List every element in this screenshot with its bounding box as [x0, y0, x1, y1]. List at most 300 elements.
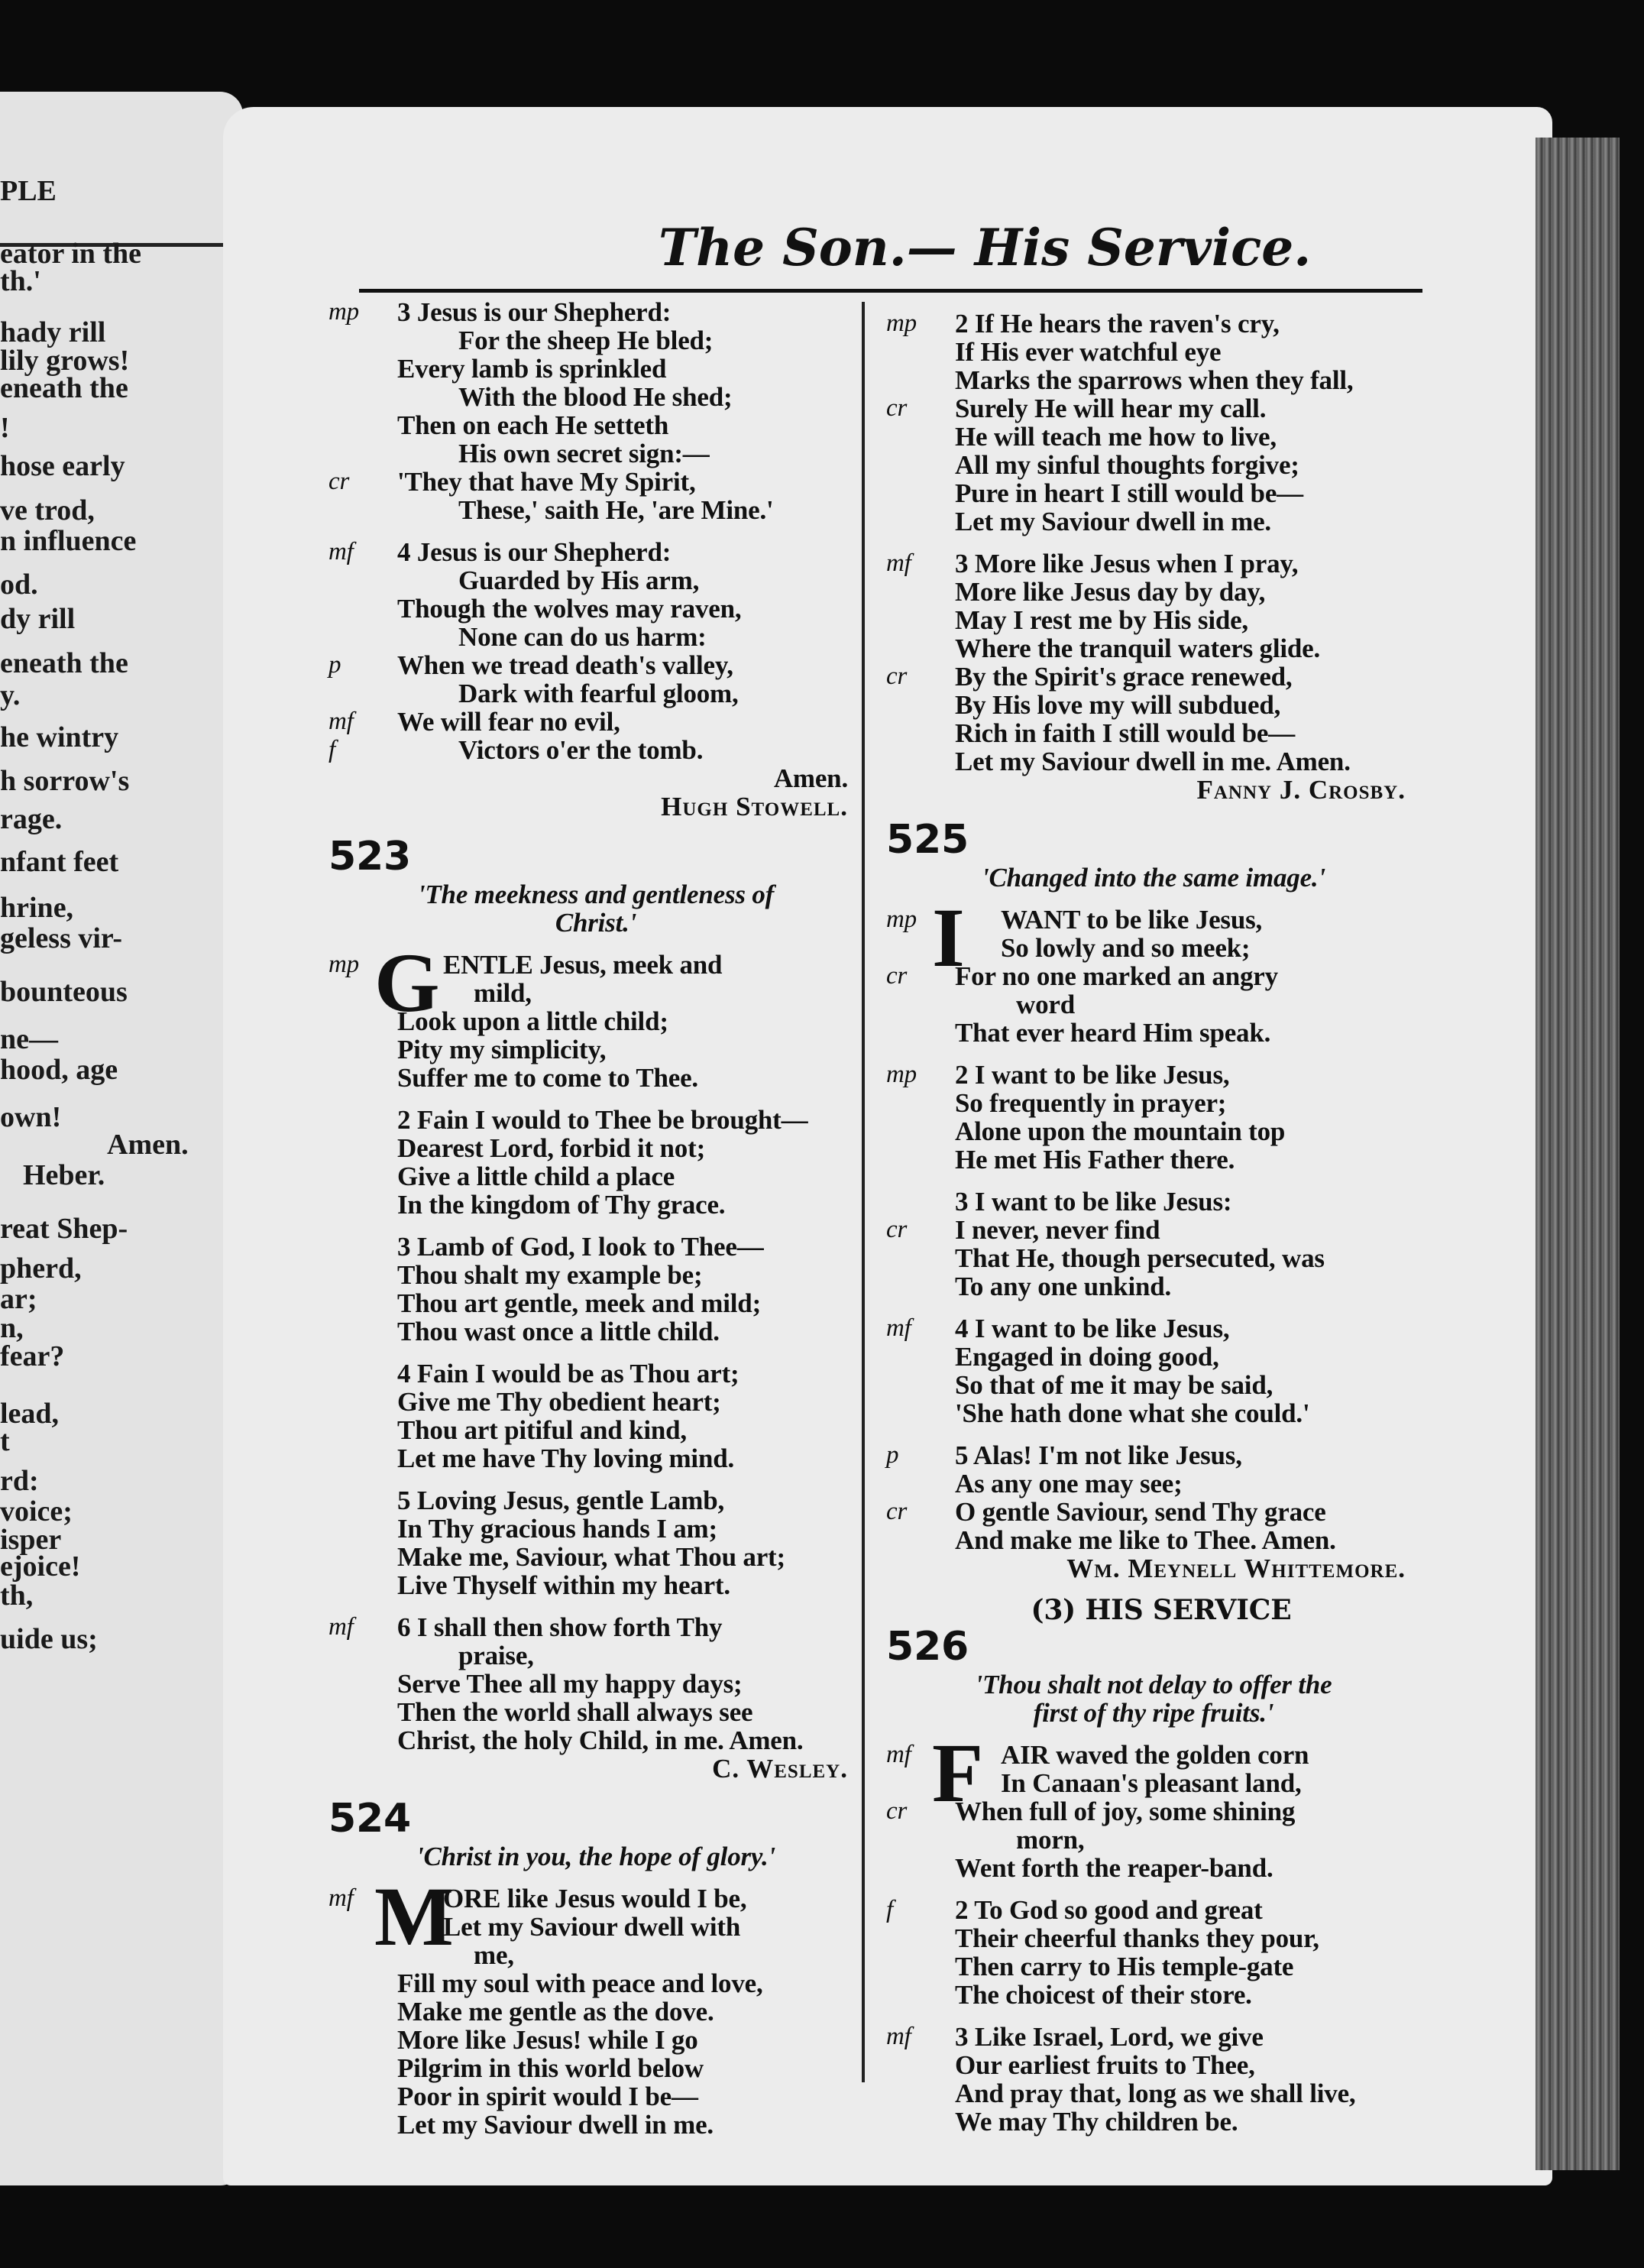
fragment-line: th, — [0, 1580, 34, 1612]
dynamic-mark: p — [886, 1441, 899, 1469]
stanza-gap — [328, 1783, 879, 1797]
verse-line — [328, 1969, 879, 1997]
line-text: When we tread death's valley, — [397, 650, 733, 680]
fragment-line: eneath the — [0, 372, 128, 404]
verse-line — [328, 708, 879, 736]
line-text: ORE like Jesus would I be, — [443, 1884, 747, 1913]
verse-line — [886, 1343, 1436, 1371]
verse-line — [328, 1613, 879, 1641]
verse-line — [886, 1896, 1436, 1924]
line-text: 4 I want to be like Jesus, — [955, 1314, 1230, 1343]
line-text: We will fear no evil, — [397, 707, 620, 737]
line-text: Our earliest fruits to Thee, — [955, 2050, 1255, 2080]
verse-line — [886, 1117, 1436, 1145]
fragment-line: eator in the — [0, 238, 142, 270]
fragment-line: dy rill — [0, 603, 76, 635]
hymn-motto: first of thy ripe fruits.' — [1033, 1698, 1274, 1728]
hymn-author: Wm. Meynell Whittemore. — [1066, 1554, 1406, 1583]
fragment-line: hrine, — [0, 892, 74, 924]
verse-line — [886, 2079, 1436, 2108]
line-text: His own secret sign:— — [458, 439, 710, 468]
hymn-author: C. Wesley. — [712, 1754, 848, 1784]
fragment-line: th.' — [0, 265, 41, 297]
right-column — [886, 309, 1436, 2136]
line-text: The choicest of their store. — [955, 1980, 1252, 2010]
verse-line — [328, 1486, 879, 1515]
dynamic-mark: mf — [328, 1884, 354, 1912]
fragment-line: hady rill — [0, 316, 106, 348]
page-edges — [1536, 138, 1620, 2170]
amen: Amen. — [773, 763, 848, 793]
line-text: And pray that, long as we shall live, — [955, 2078, 1356, 2108]
verse-line — [886, 2051, 1436, 2079]
line-text: mild, — [474, 978, 532, 1008]
line-text: More like Jesus! while I go — [397, 2025, 698, 2055]
stanza-gap — [328, 1219, 879, 1233]
verse-line — [886, 549, 1436, 578]
drop-cap: M — [374, 1870, 454, 1963]
verse-line — [328, 736, 879, 764]
line-text: More like Jesus day by day, — [955, 577, 1266, 607]
line-text: Thou art pitiful and kind, — [397, 1415, 687, 1445]
fragment-line: he wintry — [0, 721, 119, 753]
hymn-number: 523 — [328, 834, 411, 880]
dynamic-mark: cr — [886, 962, 908, 990]
line-text: Give a little child a place — [397, 1162, 675, 1191]
verse-line — [328, 1134, 879, 1162]
line-text: If His ever watchful eye — [955, 337, 1222, 367]
dynamic-mark: mp — [886, 906, 917, 933]
line-text: 5 Loving Jesus, gentle Lamb, — [397, 1486, 725, 1515]
dynamic-mark: cr — [886, 663, 908, 690]
verse-line — [886, 634, 1436, 663]
verse-line — [886, 1469, 1436, 1498]
line-text: Fill my soul with peace and love, — [397, 1968, 763, 1998]
verse-line — [886, 691, 1436, 719]
verse-line — [886, 962, 1436, 990]
fragment-line: own! — [0, 1101, 62, 1133]
verse-line — [886, 423, 1436, 451]
line-text: In Canaan's pleasant land, — [1001, 1768, 1302, 1798]
line-text: 4 Fain I would be as Thou art; — [397, 1359, 739, 1388]
dynamic-mark: mf — [328, 538, 354, 565]
line-text: word — [1016, 990, 1075, 1019]
line-text: Then the world shall always see — [397, 1697, 753, 1727]
line-text: He met His Father there. — [955, 1145, 1235, 1174]
verse-line — [328, 1359, 879, 1388]
stanza-gap — [886, 1047, 1436, 1061]
line-text: 2 To God so good and great — [955, 1895, 1263, 1925]
line-text: Christ, the holy Child, in me. Amen. — [397, 1725, 804, 1755]
line-text: 3 I want to be like Jesus: — [955, 1187, 1232, 1217]
stanza-gap — [886, 1427, 1436, 1441]
line-text: Every lamb is sprinkled — [397, 354, 667, 384]
fragment-line: fear? — [0, 1340, 65, 1372]
line-text: AIR waved the golden corn — [1001, 1740, 1309, 1770]
verse-line — [328, 1191, 879, 1219]
fragment-line: pherd, — [0, 1252, 82, 1285]
line-text: As any one may see; — [955, 1469, 1183, 1498]
line-text: That ever heard Him speak. — [955, 1018, 1271, 1048]
verse-line — [886, 1187, 1436, 1216]
verse-line — [328, 2054, 879, 2082]
verse-line — [886, 1441, 1436, 1469]
verse-line — [328, 679, 879, 708]
line-text: O gentle Saviour, send Thy grace — [955, 1497, 1326, 1527]
stanza-gap — [886, 804, 1436, 818]
verse-line — [328, 1261, 879, 1289]
verse-line — [886, 1272, 1436, 1301]
fragment-line: rd: — [0, 1465, 39, 1497]
line-text: These,' saith He, 'are Mine.' — [458, 495, 774, 525]
fragment-line: lead, — [0, 1398, 60, 1430]
verse-line — [328, 298, 879, 326]
line-text: Where the tranquil waters glide. — [955, 633, 1321, 663]
verse-line — [328, 468, 879, 496]
dynamic-mark: mp — [886, 309, 917, 337]
drop-cap: F — [932, 1726, 983, 1819]
verse-line — [886, 663, 1436, 691]
hymn-author: Hugh Stowell. — [661, 792, 848, 821]
line-text: Pure in heart I still would be— — [955, 478, 1303, 508]
line-text: I never, never find — [955, 1215, 1160, 1245]
line-text: 3 Like Israel, Lord, we give — [955, 2022, 1264, 2052]
line-text: 'They that have My Spirit, — [397, 467, 696, 497]
line-text: Let my Saviour dwell in me. — [397, 2110, 714, 2140]
verse-line — [328, 1289, 879, 1317]
fragment-line: hose early — [0, 450, 125, 482]
fragment-line: eneath the — [0, 647, 128, 679]
line-text: 2 I want to be like Jesus, — [955, 1060, 1230, 1090]
verse-line — [886, 309, 1436, 338]
hymn-motto: 'Christ in you, the hope of glory.' — [416, 1842, 776, 1871]
fragment-line: ejoice! — [0, 1550, 81, 1583]
line-text: In the kingdom of Thy grace. — [397, 1190, 726, 1220]
line-text: Let my Saviour dwell in me. — [955, 507, 1271, 536]
dynamic-mark: p — [328, 651, 341, 679]
fragment-line: t — [0, 1425, 10, 1457]
line-text: Then carry to His temple-gate — [955, 1952, 1294, 1981]
verse-line — [328, 496, 879, 524]
fragment-line: Amen. — [107, 1129, 189, 1161]
line-text: Though the wolves may raven, — [397, 594, 742, 624]
fragment-line: y. — [0, 679, 21, 711]
stanza-gap — [886, 1301, 1436, 1314]
line-text: May I rest me by His side, — [955, 605, 1248, 635]
dynamic-mark: cr — [886, 1498, 908, 1525]
fragment-line: h sorrow's — [0, 765, 130, 797]
dynamic-mark: cr — [886, 1797, 908, 1825]
dynamic-mark: mp — [886, 1061, 917, 1088]
line-text: 4 Jesus is our Shepherd: — [397, 537, 672, 567]
line-text: He will teach me how to live, — [955, 422, 1277, 452]
verse-line — [328, 595, 879, 623]
fragment-line: ar; — [0, 1283, 37, 1315]
line-text: By the Spirit's grace renewed, — [955, 662, 1293, 692]
fragment-line: nfant feet — [0, 846, 119, 878]
verse-line — [328, 1388, 879, 1416]
line-text: By His love my will subdued, — [955, 690, 1281, 720]
verse-line — [886, 1498, 1436, 1526]
verse-line — [886, 1244, 1436, 1272]
line-text: Pilgrim in this world below — [397, 2053, 704, 2083]
verse-line — [886, 1526, 1436, 1554]
line-text: Alone upon the mountain top — [955, 1116, 1286, 1146]
verse-line — [328, 1444, 879, 1473]
stanza-gap — [886, 1882, 1436, 1896]
line-text: Let my Saviour dwell with — [443, 1912, 741, 1942]
dynamic-mark: mf — [886, 2023, 911, 2050]
verse-line — [328, 1641, 879, 1670]
verse-line — [886, 1019, 1436, 1047]
verse-line — [886, 1399, 1436, 1427]
verse-line — [328, 2111, 879, 2139]
verse-line — [886, 1854, 1436, 1882]
line-text: Rich in faith I still would be— — [955, 718, 1295, 748]
line-text: Their cheerful thanks they pour, — [955, 1923, 1319, 1953]
drop-cap: I — [932, 891, 965, 984]
stanza-gap — [328, 524, 879, 538]
line-text: With the blood He shed; — [458, 382, 733, 412]
hymn-motto: Christ.' — [555, 908, 637, 938]
stanza-gap — [886, 2009, 1436, 2023]
verse-line — [328, 1416, 879, 1444]
line-text: Pity my simplicity, — [397, 1035, 607, 1064]
line-text: Marks the sparrows when they fall, — [955, 365, 1354, 395]
verse-line — [886, 1371, 1436, 1399]
verse-line — [328, 1571, 879, 1599]
verse-line — [328, 439, 879, 468]
line-text: To any one unkind. — [955, 1272, 1172, 1301]
verse-line — [886, 479, 1436, 507]
hymn-motto: 'The meekness and gentleness of — [417, 880, 775, 909]
dynamic-mark: mp — [328, 951, 359, 978]
line-text: All my sinful thoughts forgive; — [955, 450, 1299, 480]
verse-line — [328, 1064, 879, 1092]
line-text: 3 Lamb of God, I look to Thee— — [397, 1232, 764, 1262]
fragment-line: lily grows! — [0, 345, 130, 377]
verse-line — [886, 578, 1436, 606]
line-text: ENTLE Jesus, meek and — [443, 950, 723, 980]
verse-line — [328, 651, 879, 679]
fragment-line: n influence — [0, 525, 137, 557]
line-text: Let me have Thy loving mind. — [397, 1443, 735, 1473]
line-text: Let my Saviour dwell in me. Amen. — [955, 747, 1351, 776]
stanza-gap — [328, 1599, 879, 1613]
fragment-line: od. — [0, 569, 38, 601]
line-text: praise, — [458, 1641, 534, 1670]
verse-line — [328, 566, 879, 595]
verse-line — [328, 1543, 879, 1571]
line-text: We may Thy children be. — [955, 2107, 1238, 2137]
line-text: WANT to be like Jesus, — [1001, 905, 1263, 935]
line-text: Dark with fearful gloom, — [458, 679, 739, 708]
stanza-gap — [328, 821, 879, 834]
line-text: Surely He will hear my call. — [955, 394, 1267, 423]
line-text: So that of me it may be said, — [955, 1370, 1273, 1400]
line-text: Thou art gentle, meek and mild; — [397, 1288, 762, 1318]
dynamic-mark: f — [886, 1896, 893, 1923]
dynamic-mark: mf — [328, 708, 354, 735]
dynamic-mark: mf — [328, 1613, 354, 1641]
line-text: Make me, Saviour, what Thou art; — [397, 1542, 785, 1572]
stanza-gap — [886, 1174, 1436, 1187]
hymn-motto: 'Changed into the same image.' — [981, 863, 1325, 893]
fragment-line: geless vir- — [0, 922, 123, 954]
line-text: That He, though persecuted, was — [955, 1243, 1325, 1273]
fragment-line: ne— — [0, 1023, 58, 1055]
line-text: And make me like to Thee. Amen. — [955, 1525, 1336, 1555]
fragment-line: n, — [0, 1312, 24, 1344]
stanza-gap — [886, 536, 1436, 549]
verse-line — [886, 1145, 1436, 1174]
verse-line — [886, 1826, 1436, 1854]
line-text: Dearest Lord, forbid it not; — [397, 1133, 706, 1163]
dynamic-mark: cr — [886, 394, 908, 422]
verse-line — [886, 2023, 1436, 2051]
verse-line — [886, 1216, 1436, 1244]
verse-line — [886, 1924, 1436, 1952]
verse-line — [886, 366, 1436, 394]
verse-line — [328, 411, 879, 439]
fragment-line: hood, age — [0, 1054, 118, 1086]
fragment-line: isper — [0, 1524, 62, 1556]
fragment-line: uide us; — [0, 1623, 98, 1655]
line-text: Poor in spirit would I be— — [397, 2082, 698, 2111]
verse-line — [328, 623, 879, 651]
stanza-gap — [328, 1092, 879, 1106]
dynamic-mark: mf — [886, 1741, 911, 1768]
line-text: Live Thyself within my heart. — [397, 1570, 730, 1600]
hymn-number: 524 — [328, 1796, 411, 1842]
verse-line — [886, 1061, 1436, 1089]
line-text: Then on each He setteth — [397, 410, 669, 440]
verse-line — [328, 1726, 879, 1754]
hymn-author: Fanny J. Crosby. — [1196, 775, 1406, 805]
verse-line — [328, 1007, 879, 1035]
line-text: For the sheep He bled; — [458, 326, 714, 355]
line-text: Thou wast once a little child. — [397, 1317, 720, 1346]
fragment-line: bounteous — [0, 976, 128, 1008]
line-text: Serve Thee all my happy days; — [397, 1669, 743, 1699]
dynamic-mark: mf — [886, 1314, 911, 1342]
verse-line — [328, 326, 879, 355]
line-text: 5 Alas! I'm not like Jesus, — [955, 1440, 1242, 1470]
verse-line — [328, 1233, 879, 1261]
line-text: So lowly and so meek; — [1001, 933, 1251, 963]
left-page — [0, 92, 243, 2185]
fragment-line: voice; — [0, 1495, 73, 1528]
verse-line — [886, 2108, 1436, 2136]
verse-line — [328, 1162, 879, 1191]
line-text: Victors o'er the tomb. — [458, 735, 704, 765]
line-text: 3 Jesus is our Shepherd: — [397, 297, 672, 327]
first-verse — [328, 1870, 879, 1970]
verse-line — [886, 1952, 1436, 1981]
line-text: 6 I shall then show forth Thy — [397, 1612, 723, 1642]
line-text: 3 More like Jesus when I pray, — [955, 549, 1299, 578]
verse-line — [328, 2082, 879, 2111]
verse-line — [886, 507, 1436, 536]
verse-line — [328, 1106, 879, 1134]
line-text: When full of joy, some shining — [955, 1797, 1296, 1826]
stanza-gap — [328, 1346, 879, 1359]
verse-line — [886, 1981, 1436, 2009]
verse-line — [328, 355, 879, 383]
verse-line — [886, 747, 1436, 776]
hymn-motto: 'Thou shalt not delay to offer the — [975, 1670, 1332, 1699]
dynamic-mark: mp — [328, 298, 359, 326]
verse-line — [886, 1314, 1436, 1343]
line-text: Thou shalt my example be; — [397, 1260, 703, 1290]
dynamic-mark: f — [328, 736, 335, 763]
stanza-gap — [328, 1473, 879, 1486]
verse-line — [328, 1997, 879, 2026]
verse-line — [886, 719, 1436, 747]
dynamic-mark: mf — [886, 549, 911, 577]
verse-line — [886, 1797, 1436, 1826]
hymn-number: 526 — [886, 1624, 969, 1670]
line-text: So frequently in prayer; — [955, 1088, 1227, 1118]
verse-line — [328, 538, 879, 566]
header-rule — [359, 289, 1422, 293]
verse-line — [328, 383, 879, 411]
verse-line — [886, 606, 1436, 634]
verse-line — [886, 338, 1436, 366]
line-text: me, — [474, 1940, 514, 1970]
fragment-line: ! — [0, 412, 10, 444]
line-text: Give me Thy obedient heart; — [397, 1387, 721, 1417]
page-title: The Son.— His Service. — [659, 218, 1312, 277]
verse-line — [886, 1089, 1436, 1117]
fragment-line: rage. — [0, 803, 63, 835]
line-text: Suffer me to come to Thee. — [397, 1063, 698, 1093]
line-text: Look upon a little child; — [397, 1006, 668, 1036]
verse-line — [886, 990, 1436, 1019]
verse-line — [328, 1515, 879, 1543]
verse-line — [328, 1317, 879, 1346]
verse-line — [328, 1670, 879, 1698]
hymn-number: 525 — [886, 817, 969, 863]
stanza-gap — [886, 892, 1436, 906]
fragment-line: reat Shep- — [0, 1213, 128, 1245]
verse-line — [886, 394, 1436, 423]
verse-line — [328, 1698, 879, 1726]
dynamic-mark: cr — [886, 1216, 908, 1243]
line-text: None can do us harm: — [458, 622, 707, 652]
left-column — [328, 298, 879, 2139]
verse-line — [328, 1035, 879, 1064]
drop-cap: G — [374, 936, 440, 1029]
fragment-line: Heber. — [23, 1159, 105, 1191]
line-text: Went forth the reaper-band. — [955, 1853, 1273, 1883]
fragment-line: ve trod, — [0, 494, 95, 526]
line-text: In Thy gracious hands I am; — [397, 1514, 717, 1544]
dynamic-mark: cr — [328, 468, 350, 495]
line-text: morn, — [1016, 1825, 1085, 1855]
section-title: (3) HIS SERVICE — [1031, 1594, 1292, 1626]
fragment-line: PLE — [0, 175, 57, 207]
line-text: For no one marked an angry — [955, 961, 1278, 991]
line-text: 'She hath done what she could.' — [955, 1398, 1310, 1428]
line-text: 2 If He hears the raven's cry, — [955, 309, 1280, 339]
line-text: Make me gentle as the dove. — [397, 1997, 714, 2027]
verse-line — [886, 451, 1436, 479]
line-text: Engaged in doing good, — [955, 1342, 1219, 1372]
line-text: Guarded by His arm, — [458, 565, 700, 595]
line-text: 2 Fain I would to Thee be brought— — [397, 1105, 808, 1135]
verse-line — [328, 2026, 879, 2054]
